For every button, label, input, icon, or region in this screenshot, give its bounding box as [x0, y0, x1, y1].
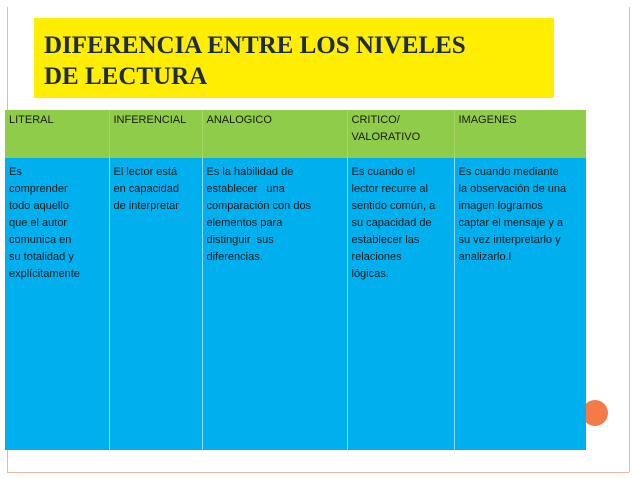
cell-inferencial [109, 158, 202, 450]
table-header-row [5, 110, 586, 158]
cell-line: captar el mensaje y a [458, 217, 564, 229]
header-literal: LITERAL [5, 110, 109, 158]
slide-frame-bottom [7, 472, 629, 473]
cell-line: la observación de una [458, 183, 567, 195]
cell-line: Es [9, 166, 22, 178]
cell-line: lógicas. [351, 268, 389, 280]
cell-line: distinguir sus [206, 234, 274, 246]
cell-line: comunica en [9, 234, 72, 246]
header-analogico: ANALOGICO [202, 110, 347, 158]
cell-line: elementos para [206, 217, 283, 229]
table-row [5, 158, 586, 450]
cell-line: relaciones [351, 251, 402, 263]
title-line-2: DE LECTURA [44, 63, 208, 90]
cell-line: Es cuando el [351, 166, 416, 178]
header-inferencial: INFERENCIAL [109, 110, 202, 158]
cell-line: en capacidad [113, 183, 179, 195]
cell-line: de interpretar [113, 200, 179, 212]
slide-frame-right [629, 7, 630, 472]
cell-analogico [202, 158, 347, 450]
header-imagenes: IMAGENES [454, 110, 586, 158]
cell-imagenes [454, 158, 586, 450]
cell-line: Es la habilidad de [206, 166, 294, 178]
cell-line: comparación con dos [206, 200, 312, 212]
header-critico-line2: VALORATIVO [351, 131, 421, 143]
cell-line: establecer una [206, 183, 285, 195]
cell-line: analizarlo.l [458, 251, 512, 263]
cell-line: imagen logramos [458, 200, 543, 212]
comparison-table [5, 110, 586, 450]
cell-line: todo aquello [9, 200, 69, 212]
cell-line: lector recurre al [351, 183, 428, 195]
title-line-1: DIFERENCIA ENTRE LOS NIVELES [44, 32, 466, 59]
cell-line: su vez interpretarlo y [458, 234, 561, 246]
slide-title [34, 18, 554, 98]
cell-line: establecer las [351, 234, 420, 246]
cell-critico [347, 158, 454, 450]
cell-line: sentido común, a [351, 200, 436, 212]
cell-line: explícitamente [9, 268, 80, 280]
header-critico-line1: CRITICO/ [351, 114, 400, 126]
cell-line: que el autor [9, 217, 68, 229]
cell-literal [5, 158, 109, 450]
cell-line: su totalidad y [9, 251, 74, 263]
cell-line: Es cuando mediante [458, 166, 559, 178]
header-critico [347, 110, 454, 158]
cell-line: El lector está [113, 166, 178, 178]
cell-line: diferencias. [206, 251, 263, 263]
cell-line: su capacidad de [351, 217, 432, 229]
cell-line: comprender [9, 183, 68, 195]
